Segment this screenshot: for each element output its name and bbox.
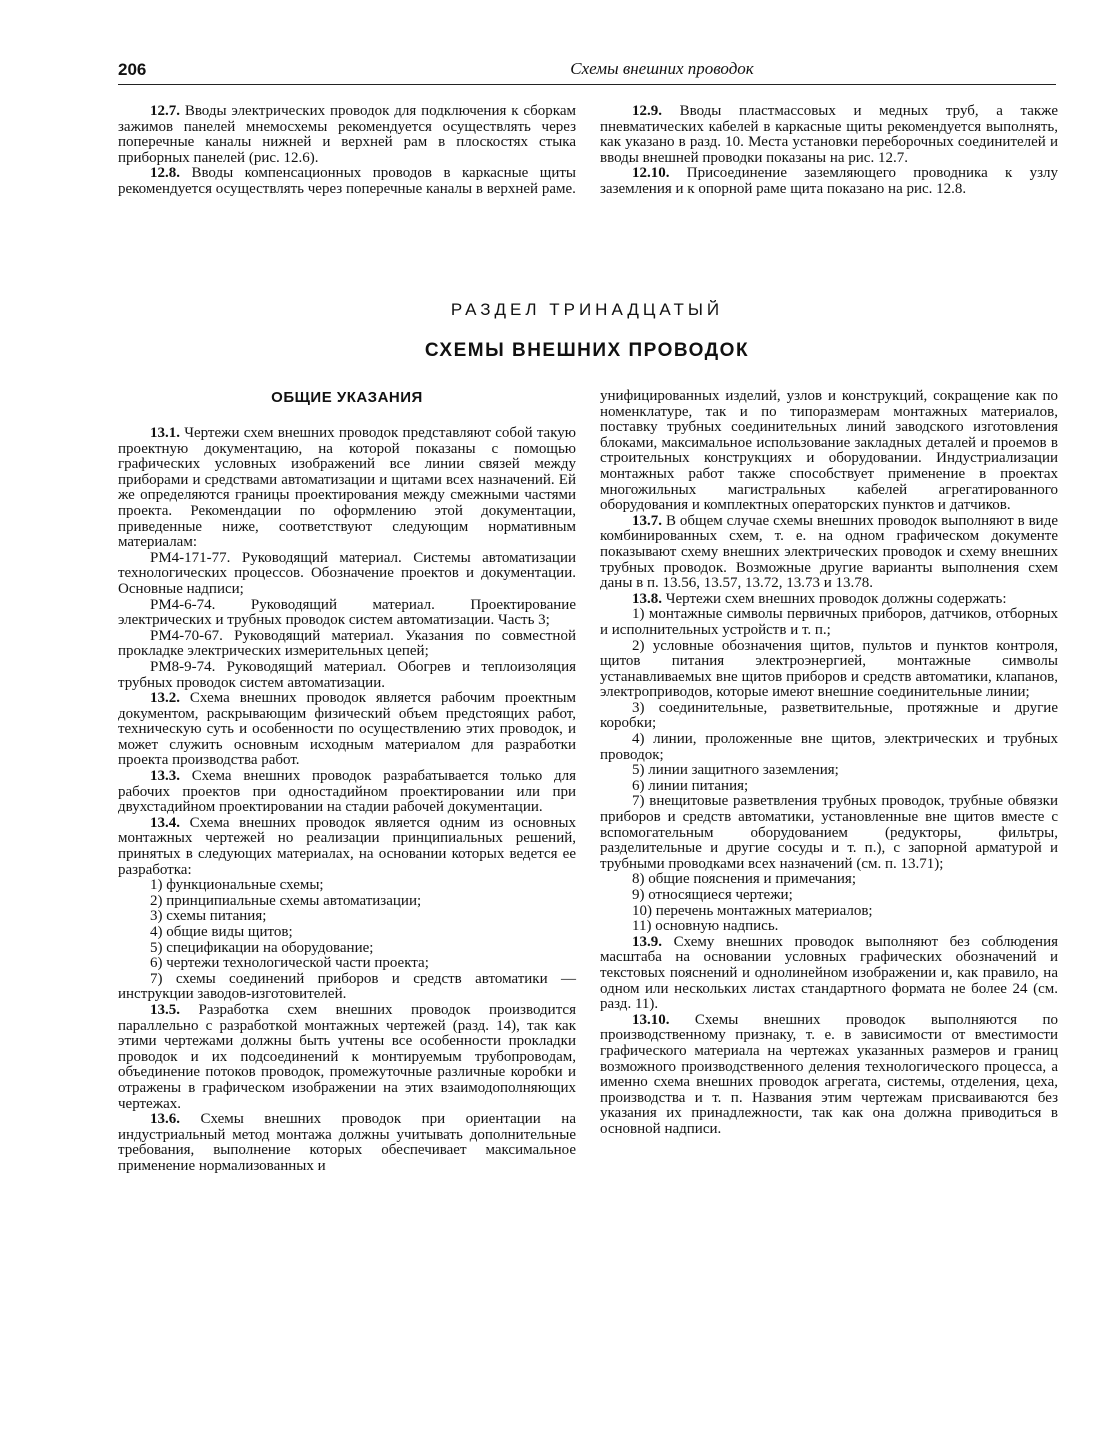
subsection-title: ОБЩИЕ УКАЗАНИЯ [271, 389, 423, 406]
clause-number: 13.9. [632, 933, 662, 950]
paragraph [600, 1013, 1058, 1138]
main-right-column [600, 389, 1058, 1138]
paragraph [118, 1003, 576, 1112]
paragraph-text: 11) основную надпись. [632, 918, 779, 935]
paragraph-text: 1) функциональные схемы; [150, 877, 324, 894]
paragraph [118, 629, 576, 660]
clause-number: 12.9. [632, 103, 662, 119]
paragraph-text: 1) монтажные символы первичных приборов, датчиков, отборных и исполнительных устройств и т. п.; [600, 606, 1058, 638]
clause-number: 13.8. [632, 590, 662, 607]
paragraph [118, 660, 576, 691]
paragraph-text: 6) чертежи технологической части проекта; [150, 955, 429, 972]
paragraph [118, 769, 576, 816]
clause-number: 12.8. [150, 165, 180, 182]
paragraph [600, 104, 1058, 166]
paragraph-text: 8) общие пояснения и примечания; [632, 871, 856, 888]
paragraph-text: 5) спецификации на оборудование; [150, 939, 374, 956]
paragraph-text: РМ4-6-74. Руководящий материал. Проектирование электрических и трубных проводок систем автоматизации. Часть 3; [118, 596, 576, 629]
paragraph-text: 2) условные обозначения щитов, пультов и пунктов контроля, щитов питания электроэнергией, монтажные символы устанавливаемых вне щитов приборов и средств автоматики, клапанов, электроприводов, которые имеют внешние соединительные линии; [600, 637, 1058, 701]
paragraph [118, 426, 576, 551]
paragraph-text: Чертежи схем внешних проводок должны содержать: [662, 590, 1007, 607]
paragraph-text: Чертежи схем внешних проводок представляют собой такую проектную документацию, на которой показаны с помощью графических условных изображений все линии связей между приборами и средствами автоматизации и щитами всех назначений. Ей же определяются границы проектирования между смежными частями проекта. Рекомендации по оформлению этой документации, приведенные ниже, соответствуют следующим нормативным материалам: [118, 425, 576, 551]
paragraph [600, 904, 1058, 920]
paragraph [600, 888, 1058, 904]
paragraph [118, 909, 576, 925]
paragraph [118, 1112, 576, 1174]
paragraph-text: Схемы внешних проводок выполняются по производственному признаку, т. е. в зависимости от вместимости графического материала на чертежах указанных размеров и границ возможного производственного деления технологического процесса, а именно схема внешних проводок агрегата, системы, отделения, цеха, производства и т. п. Названия этим чертежам присваиваются без указания их принадлежности, так как она должна приводиться в основной надписи. [600, 1011, 1058, 1137]
paragraph [600, 389, 1058, 514]
clause-number: 13.7. [632, 512, 662, 529]
clause-number: 13.4. [150, 814, 180, 831]
paragraph [118, 972, 576, 1003]
clause-number: 13.10. [632, 1011, 670, 1028]
paragraph-text: 7) внещитовые разветвления трубных проводок, трубные обвязки приборов и средств автоматики, установленные вне щитов вместе с вспомогательным оборудованием (редукторы, фильтры, разделительные и другие сосуды и т. п.), с запорной арматурой и трубными проводками всех назначений (см. п. 13.71); [600, 793, 1058, 872]
paragraph-text: Схема внешних проводок является одним из основных монтажных чертежей но реализации принципиальных решений, принятых в следующих материалах, на основании которых ведется ее разработка: [118, 814, 576, 878]
paragraph-text: Присоединение заземляющего проводника к узлу заземления и к опорной раме щита показано на рис. 12.8. [600, 165, 1058, 197]
paragraph [600, 592, 1058, 608]
paragraph-text: 10) перечень монтажных материалов; [632, 902, 873, 919]
top-right-column [600, 104, 1058, 198]
paragraph [118, 956, 576, 972]
paragraph [600, 701, 1058, 732]
paragraph-text: РМ4-171-77. Руководящий материал. Системы автоматизации технологических процессов. Обозначение проектов и документации. Основные надписи; [118, 549, 576, 597]
clause-number: 13.3. [150, 768, 180, 785]
paragraph-text: 9) относящиеся чертежи; [632, 887, 793, 903]
paragraph-text: 4) линии, проложенные вне щитов, электрических и трубных проводок; [600, 731, 1058, 763]
paragraph-text: 2) принципиальные схемы автоматизации; [150, 892, 422, 909]
clause-number: 13.6. [150, 1111, 180, 1128]
paragraph-text: Вводы электрических проводок для подключения к сборкам зажимов панелей мнемосхемы рекомендуется осуществлять через поперечные каналы нижней и верхней рам в плоскостях стыка приборных панелей (рис. 12.6). [118, 103, 576, 166]
page-header [118, 58, 1056, 85]
paragraph-text: 3) схемы питания; [150, 908, 267, 925]
paragraph [118, 925, 576, 941]
paragraph-text: 3) соединительные, разветвительные, протяжные и другие коробки; [600, 699, 1058, 732]
paragraph-text: Разработка схем внешних проводок производится параллельно с разработкой монтажных чертежей (разд. 14), так как этими чертежами должны быть учтены все особенности прокладки проводок и их подсоединений к монтируемым трубопроводам, объединение потоков проводок, промежуточные различные коробки и отражены в графическом изображении на этих взаимодополняющих чертежах. [118, 1001, 576, 1112]
section-label: РАЗДЕЛ ТРИНАДЦАТЫЙ [450, 300, 724, 319]
clause-number: 13.1. [150, 425, 180, 441]
paragraph-text: 7) схемы соединений приборов и средств автоматики — инструкции заводов-изготовителей. [118, 970, 576, 1003]
paragraph-text: Схема внешних проводок разрабатывается только для рабочих проектов при одностадийном проектировании или при двухстадийном проектировании на стадии рабочей документации. [118, 768, 576, 816]
paragraph-text: РМ4-70-67. Руководящий материал. Указания по совместной прокладке электрических измерительных цепей; [118, 627, 576, 660]
paragraph-text: Вводы пластмассовых и медных труб, а также пневматических кабелей в каркасные щиты рекомендуется выполнять, как указано в разд. 10. Места установки переборочных соединителей и вводы внешней проводки показаны на рис. 12.7. [600, 103, 1058, 166]
paragraph [600, 779, 1058, 795]
paragraph-text: Схему внешних проводок выполняют без соблюдения масштаба на основании условных графических обозначений и текстовых пояснений и однолинейном изображении и, как правило, на одном или нескольких листах стандартного формата не более 24 (см. разд. 11). [600, 933, 1058, 1013]
clause-number: 12.10. [632, 165, 670, 182]
paragraph [118, 104, 576, 166]
paragraph [118, 894, 576, 910]
paragraph [600, 794, 1058, 872]
paragraph [600, 607, 1058, 638]
section-title: СХЕМЫ ВНЕШНИХ ПРОВОДОК [424, 340, 750, 361]
paragraph [118, 941, 576, 957]
paragraph-text: Схема внешних проводок является рабочим проектным документом, раскрывающим физический объем предстоящих работ, техническую суть и особенности по осуществлению этих проводок, и может служить основным исходным материалом для разработки проекта производства работ. [118, 690, 576, 769]
page-number: 206 [118, 60, 147, 79]
paragraph-text: 5) линии защитного заземления; [632, 762, 839, 779]
paragraph [118, 166, 576, 197]
paragraph-text: 6) линии питания; [632, 777, 749, 794]
paragraph-text: В общем случае схемы внешних проводок выполняют в виде комбинированных схем, т. е. на одном графическом документе показывают схему внешних электрических проводок и схему внешних трубных проводок. Возможные другие варианты выполнения схем даны в п. 13.56, 13.57, 13.72, 13.73 и 13.78. [600, 512, 1058, 592]
paragraph [600, 919, 1058, 935]
clause-number: 12.7. [150, 103, 180, 119]
paragraph [600, 935, 1058, 1013]
paragraph-text: РМ8-9-74. Руководящий материал. Обогрев и теплоизоляция трубных проводок систем автоматизации. [118, 658, 576, 691]
clause-number: 13.2. [150, 690, 180, 707]
paragraph [600, 639, 1058, 701]
paragraph-text: Схемы внешних проводок при ориентации на индустриальный метод монтажа должны учитывать дополнительные требования, выполнение которых обеспечивает максимальное применение нормализованных и [118, 1111, 576, 1174]
running-title: Схемы внешних проводок [570, 59, 754, 78]
paragraph [600, 732, 1058, 763]
paragraph [118, 598, 576, 629]
paragraph [600, 763, 1058, 779]
paragraph [118, 816, 576, 878]
paragraph [118, 691, 576, 769]
paragraph [600, 872, 1058, 888]
main-left-column [118, 426, 576, 1175]
paragraph [600, 166, 1058, 197]
clause-number: 13.5. [150, 1001, 180, 1018]
paragraph-text: Вводы компенсационных проводов в каркасные щиты рекомендуется осуществлять через поперечные каналы в верхней раме. [118, 165, 576, 197]
paragraph [600, 514, 1058, 592]
paragraph-text: 4) общие виды щитов; [150, 924, 293, 940]
paragraph [118, 551, 576, 598]
paragraph [118, 878, 576, 894]
paragraph-text: унифицированных изделий, узлов и конструкций, сокращение как по номенклатуре, так и по типоразмерам монтажных материалов, поставку трубных соединительных линий заводского изготовления блоками, максимальное использование закладных деталей и проемов в строительных конструкциях и оборудовании. Индустриализации монтажных работ также способствует применение в проектах многожильных магистральных кабелей агрегатированного оборудования и комплектных операторских пунктов и датчиков. [600, 388, 1058, 514]
top-left-column [118, 104, 576, 198]
